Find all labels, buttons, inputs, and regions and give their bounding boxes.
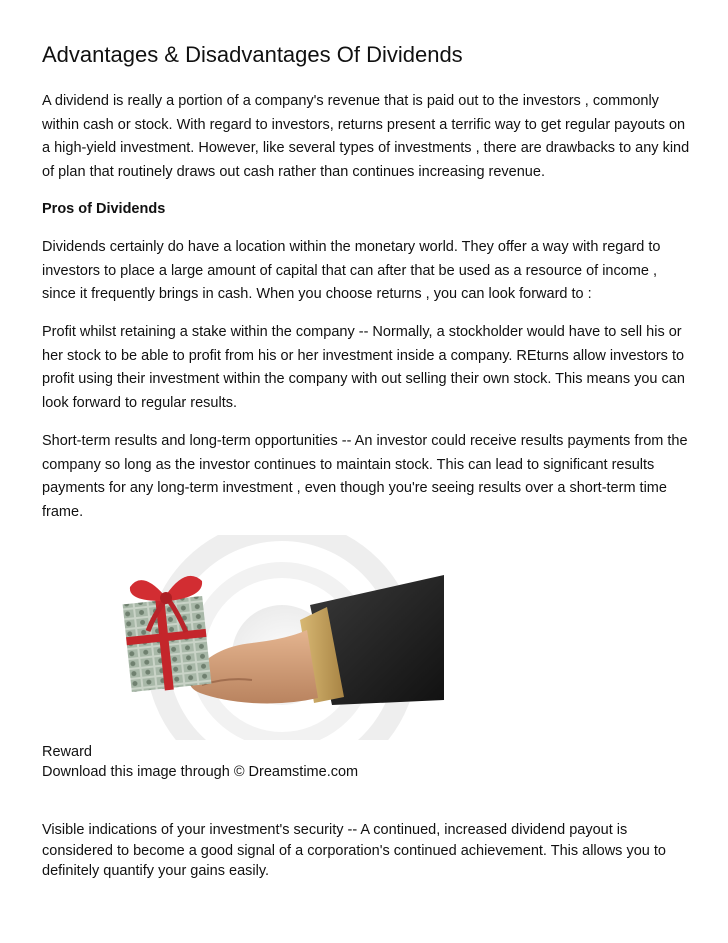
short-term-paragraph: Short-term results and long-term opportunities -- An investor could receive results payments from the company so long as the investor continues to maintain stock. This can lead to significant results payments for any long-term investment , even though you're seeing results over a short-term time frame. (42, 433, 688, 520)
pros-intro-paragraph: Dividends certainly do have a location within the monetary world. They offer a way with regard to investors to place a large amount of capital that can after that be used as a resource of income , since it frequently brings in cash. When you choose returns , you can look forward to : (42, 239, 661, 302)
gift-image (82, 535, 444, 740)
profit-paragraph: Profit whilst retaining a stake within the company -- Normally, a stockholder would have to sell his or her stock to be able to profit from his or her investment inside a company. REturns allow investors to profit using their investment within the company with out selling their own stock. This means you can look forward to regular results. (42, 324, 685, 411)
hand-giving-money-gift-illustration (82, 535, 444, 740)
image-caption: Reward (42, 744, 92, 760)
image-credit: Download this image through © Dreamstime.com (42, 764, 359, 780)
security-paragraph: Visible indications of your investment's security -- A continued, increased dividend payout is considered to become a good signal of a corporation's continued achievement. This allows you to definitely quantify your gains easily. (42, 822, 666, 879)
pros-heading: Pros of Dividends (42, 201, 166, 217)
intro-paragraph: A dividend is really a portion of a company's revenue that is paid out to the investors , commonly within cash or stock. With regard to investors, returns present a terrific way to get regular payouts on a high-yield investment. However, like several types of investments , there are drawbacks to any kind of plan that routinely draws out cash rather than continues increasing revenue. (42, 93, 690, 180)
page-title: Advantages & Disadvantages Of Dividends (42, 42, 463, 67)
